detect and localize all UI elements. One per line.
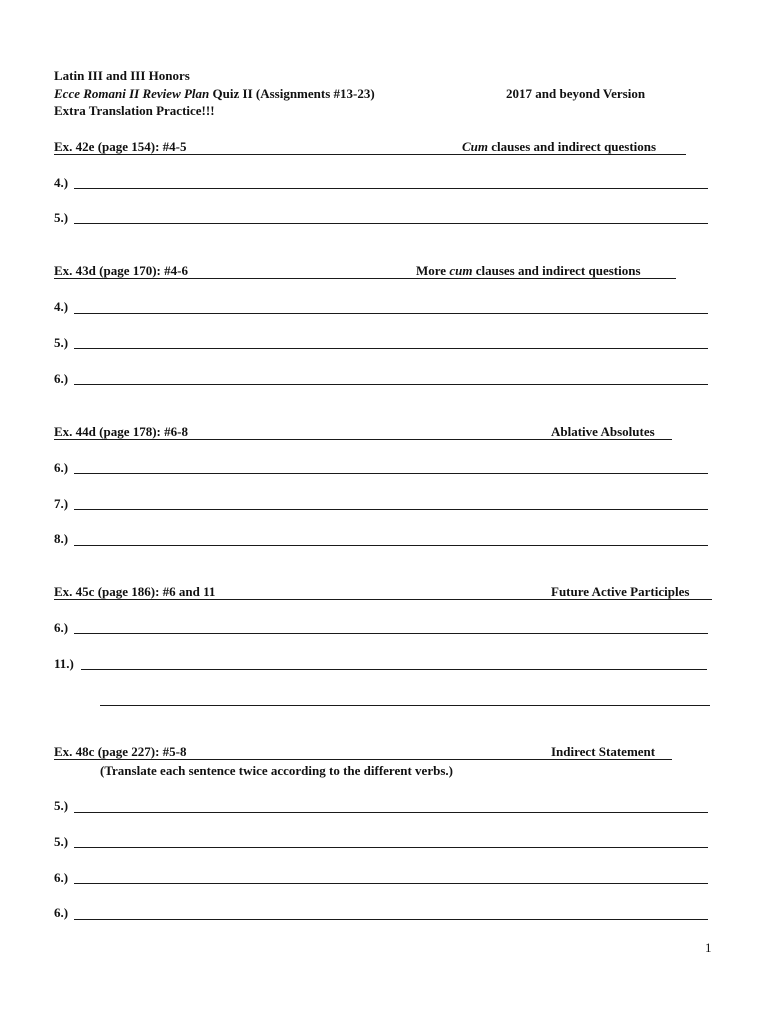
answer-number: 6.) [54,905,69,920]
answer-number: 8.) [54,531,69,546]
answer-line[interactable] [81,669,707,670]
section-topic-label: Future Active Participles [551,584,690,599]
answer-number: 6.) [54,620,69,635]
section-exercise-label: Ex. 44d (page 178): #6-8 [54,424,188,439]
section-exercise-label: Ex. 42e (page 154): #4-5 [54,139,187,154]
textbook-title: Ecce Romani II Review Plan [54,86,210,101]
section-exercise-label: Ex. 45c (page 186): #6 and 11 [54,584,216,599]
answer-number: 6.) [54,870,69,885]
quiz-assignments: Quiz II (Assignments #13-23) [209,86,375,101]
answer-line[interactable] [74,509,708,510]
answer-number: 7.) [54,496,69,511]
section-instruction: (Translate each sentence twice according to the different verbs.) [100,763,453,778]
answer-line[interactable] [74,188,708,189]
answer-number: 5.) [54,798,69,813]
answer-line[interactable] [74,473,708,474]
answer-number: 5.) [54,335,69,350]
answer-line[interactable] [74,545,708,546]
answer-line[interactable] [74,919,708,920]
answer-number: 5.) [54,834,69,849]
answer-number: 6.) [54,371,69,386]
practice-subtitle: Extra Translation Practice!!! [54,103,215,118]
section-topic-label: Cum clauses and indirect questions [462,139,657,154]
section-topic-label: Indirect Statement [551,744,656,759]
section-exercise-label: Ex. 48c (page 227): #5-8 [54,744,187,759]
section-topic-label: More cum clauses and indirect questions [416,263,641,278]
answer-number: 11.) [54,656,74,671]
answer-number: 4.) [54,175,69,190]
answer-line[interactable] [74,223,708,224]
quiz-title [54,86,375,102]
answer-line[interactable] [74,847,708,848]
answer-line[interactable] [74,384,708,385]
answer-number: 4.) [54,299,69,314]
answer-line-continuation[interactable] [100,705,710,706]
section-exercise-label: Ex. 43d (page 170): #4-6 [54,263,188,278]
answer-line[interactable] [74,348,708,349]
answer-line[interactable] [74,633,708,634]
course-title: Latin III and III Honors [54,68,190,83]
answer-number: 6.) [54,460,69,475]
version-label: 2017 and beyond Version [506,86,646,101]
answer-number: 5.) [54,210,69,225]
page-number: 1 [705,940,712,955]
answer-line[interactable] [74,812,708,813]
answer-line[interactable] [74,313,708,314]
answer-line[interactable] [74,883,708,884]
section-topic-label: Ablative Absolutes [551,424,655,439]
